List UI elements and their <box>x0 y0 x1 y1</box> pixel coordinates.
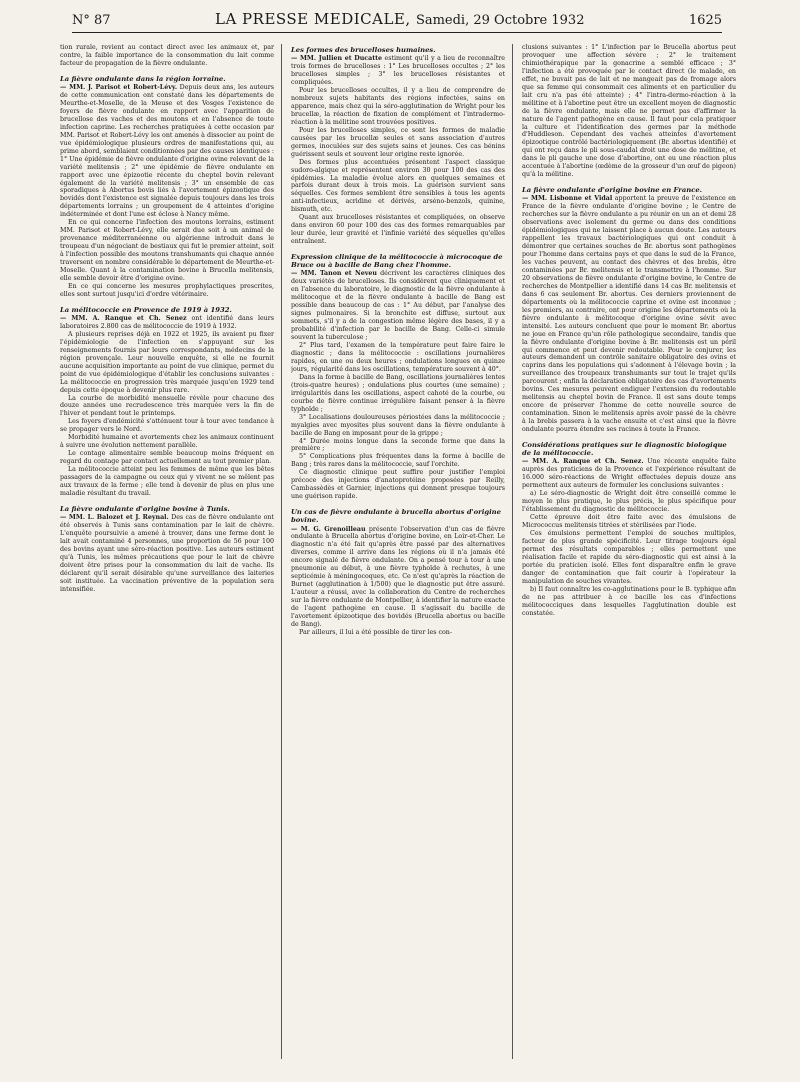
issue-number: N° 87 <box>72 13 111 28</box>
section-title: Les formes des brucelloses humaines. <box>291 46 436 54</box>
paragraph <box>291 526 505 629</box>
section-authors: — MM. L. Balozet et J. Reynal. <box>60 514 169 522</box>
paragraph: Quant aux brucelloses résistantes et compliquées, on observe dans environ 60 pour 100 des cas des formes remarquables par leur durée, leur gravité et l'infinie variété des séquelles qu'elles entraînent. <box>291 214 505 246</box>
paragraph <box>522 195 736 434</box>
section-authors: — MM. A. Ranque et Ch. Senez <box>60 315 187 322</box>
paragraph: Dans la forme à bacille de Bang, oscillations journalières lentes (trois-quatre heures) ; ondulations plus courtes (une semaine) ; irrégularités dans les oscillations, aspect cahoté de la courbe, ou courbe de fièvre continue irrégulière faisant penser à la fièvre typhoïde ; <box>291 373 505 413</box>
paragraph-text: Des cas de fièvre ondulante ont été observés à Tunis sans contamination par le lait de chèvre. L'enquête poursuivie a amené à trouver, dans une ferme dont le lait avait contaminé 4 personnes, une proportion de 56 pour 100 des bovins ayant une séro-réaction positive. Les auteurs estiment qu'à Tunis, les mêmes précautions que pour le lait de chèvre doivent être prises pour la consommation du lait de vache. Ils déclarent qu'il serait désirable qu'une surveillance des laiteries soit instituée. La vaccination préventive de la population sera intensifiée. <box>60 514 274 593</box>
paragraph: Le contage alimentaire semble beaucoup moins fréquent en regard du contage par contact actuellement au tout premier plan. <box>60 450 274 466</box>
section-title: La fièvre ondulante d'origine bovine en France. <box>522 186 703 195</box>
paragraph: Pour les brucelloses simples, ce sont les formes de maladie causées par les brucellæ seules et sans association d'autres germes, inoculées sur des sujets sains et jeunes. Ces cas bénins guérissent seuls et souvent leur origine reste ignorée. <box>291 126 505 158</box>
paragraph <box>522 458 736 490</box>
article-columns <box>60 44 736 1064</box>
section-title: La fièvre ondulante dans la région lorraine. <box>60 74 226 83</box>
column-2 <box>291 44 505 1064</box>
section-authors: — MM. J. Parisot et Robert-Lévy. <box>60 84 178 92</box>
paragraph: Par ailleurs, il lui a été possible de tirer les con- <box>299 628 452 636</box>
paragraph <box>291 270 505 342</box>
paragraph: Ces émulsions permettent l'emploi de souches multiples, facteur de plus grande spécificité. Leur titrage toujours égal permet des résultats comparables ; elles permettent une réalisation facile et rapide du séro-diagnostic qui est ainsi à la portée du praticien isolé. Elles font disparaître enfin le grave danger de contamination que fait courir à l'opérateur la manipulation de souches vivantes. <box>522 529 736 585</box>
paragraph-text: Une récente enquête faite auprès des praticiens de la Provence et l'expérience résultant de 16.000 séro-réactions de Wright effectuées depuis douze ans permettent aux auteurs de formuler les conclusions suivantes : <box>522 458 736 490</box>
section-authors: — MM. Tanon et Neveu <box>291 270 377 278</box>
column-3 <box>522 44 736 1064</box>
paragraph: Cette épreuve doit être faite avec des émulsions de Micrococcus melitensis titrées et stérilisées par l'iode. <box>522 514 736 530</box>
paragraph-text: décrivent les caractères cliniques des deux variétés de brucelloses. Ils considèrent que cliniquement et en l'absence du laboratoire, le diagnostic de la fièvre ondulante à mélitocoque et de la fièvre ondulante à bacille de Bang est possible dans beaucoup de cas : 1° Au début, par l'analyse des signes pulmonaires. Si la bronchite est diffuse, surtout aux sommets, s'il y a de la congestion même légère des bases, il y a probabilité d'infection par le bacille de Bang. Celle-ci simule souvent la tuberculose ; <box>291 270 505 342</box>
paragraph <box>291 55 505 87</box>
section-authors: — M. G. Grenoilleau <box>291 525 366 533</box>
section-title: Un cas de fièvre ondulante à brucella abortus d'origine bovine. <box>291 508 501 525</box>
page-number: 1625 <box>688 13 722 28</box>
paragraph: Des formes plus accentuées présentent l'aspect classique sudoro-algique et représentent environ 30 pour 100 des cas des épidémies. La maladie évolue alors en quelques semaines et parfois durant deux à trois mois. La guérison survient sans séquelles. Ces formes semblent être sensibles à tous les agents anti-infectieux, acridine et dérivés, arséno-benzols, quinine, bismuth, etc. <box>291 158 505 214</box>
section-title: Considérations pratiques sur le diagnostic biologique de la mélitococcie. <box>522 441 727 458</box>
paragraph: La courbe de morbidité mensuelle révèle pour chacune des douze années une recrudescence très marquée vers la fin de l'hiver et pendant tout le printemps. <box>60 394 274 418</box>
paragraph-text: présente l'observation d'un cas de fièvre ondulante à Brucella abortus d'origine bovine, en Loir-et-Cher. Le diagnostic n'a été fait qu'après être passé par des alternatives diverses, comme il arrive dans les régions où il n'a jamais été encore signalé de fièvre ondulante. On a pensé tour à tour à une pneumonie au début, à une fièvre typhoïde à rechutes, à une septicémie à méningocoques, etc. Ce n'est qu'après la réaction de Burnet (agglutination à 1/500) que le diagnostic put être assuré. L'auteur a réussi, avec la collaboration du Centre de recherches sur la fièvre ondulante de Montpellier, à identifier la nature exacte de l'agent pathogène en cause. Il s'agissait du bacille de l'avortement épizootique des bovidés (Brucella abortus ou bacille de Bang). <box>291 525 505 628</box>
paragraph-text: apportent la preuve de l'existence en France de la fièvre ondulante d'origine bovine ; le Centre de recherches sur la fièvre ondulante a pu réunir en un an et demi 28 observations avec isolement du germe ou dans des conditions épidémiologiques qui ne laissent place à aucun doute. Les auteurs rappellent les travaux bactériologiques qui ont conduit à démontrer que certaines souches de Br. abortus sont pathogènes pour l'homme dans certains pays et que dans le sud de la France, les vaches peuvent, au contact des chèvres et des brebis, être contaminées par Br. melitensis et le transmettre à l'homme. Sur 20 observations de fièvre ondulante d'origine bovine, le Centre de recherches de Montpellier a identifié dans 14 cas Br. melitensis et dans 6 cas seulement Br. abortus. Ces derniers proviennent de départements où la mélitococcie caprine et ovine est inconnue ; les premiers, au contraire, ont pour origine les départements où la fièvre ondulante à mélitocoque d'origine ovine sévit avec intensité. Les auteurs concluent que pour le moment Br. abortus ne joue en France qu'un rôle pathologique secondaire, tandis que la fièvre ondulante d'origine bovine à Br. melitensis est un péril qui commence et peut devenir redoutable. Pour le conjurer, les auteurs demandent un contrôle sanitaire obligatoire des ovins et caprins dans les populations qui s'adonnent à l'élevage bovin ; la surveillance des troupeaux transhumants sur tout le trajet qu'ils parcourent ; enfin la déclaration obligatoire des cas d'avortements bovins. Ces mesures peuvent endiguer l'extension du redoutable melitensis au cheptel bovin de France. Il est sans doute temps encore de préserver l'homme de cette nouvelle source de contamination. Sinon le melitensis après avoir passé de la chèvre à la brebis passera à la vache ensuite et c'est ainsi que la fièvre ondulante pourra étendre ses racines à toute la France. <box>522 195 736 434</box>
paragraph: Morbidité humaine et avortements chez les animaux continuent à suivre une évolution nettement parallèle. <box>60 434 274 450</box>
paragraph-text: Depuis deux ans, les auteurs de cette communication ont constaté dans les départements de Meurthe-et-Moselle, de la Meuse et des Vosges l'existence de foyers de fièvre ondulante en rapport avec l'apparition de brucellose des vaches et des moutons et en l'absence de toute infection caprine. Les recherches pratiquées à cette occasion par MM. Parisot et Robert-Lévy les ont amenés à dissocier au point de vue épidémiologique plusieurs ordres de manifestations qui, au prime abord, semblaient conditionnées par des causes identiques : 1° Une épidémie de fièvre ondulante d'origine ovine relevant de la variété melitensis ; 2° une épidémie de fièvre ondulante en rapport avec une épizootie récente du cheptel bovin relevant également de la variété melitensis ; 3° un ensemble de cas sporadiques à Abortus bovis liés à l'avortement épizootique des bovidés dont l'existence est signalée depuis toujours dans les trois départements lorrains ; un groupement de 4 atteintes d'origine indéterminée et dont l'une est éclose à Nancy même. <box>60 84 274 219</box>
paragraph: En ce qui concerne l'infection des moutons lorrains, estiment MM. Parisot et Robert-Lévy, elle serait due soit à un animal de provenance méditerranéenne ou algérienne introduit dans le troupeau d'un négociant de bestiaux qui fut le premier atteint, soit à l'infection possible des moutons transhumants qui chaque année traversent en nombre considérable le département de Meurthe-et-Moselle. Quant à la contamination bovine à Brucella melitensis, elle semble devoir être d'origine ovine. <box>60 219 274 282</box>
paragraph: tion rurale, revient au contact direct avec les animaux et, par contre, la faible importance de la consommation du lait comme facteur de propagation de la fièvre ondulante. <box>60 44 274 67</box>
section-authors: — MM. Jullien et Ducatte <box>291 55 383 63</box>
page-header <box>72 10 722 33</box>
paragraph-text: ont identifié dans leurs laboratoires 2.800 cas de mélitococcie de 1919 à 1932. <box>60 315 274 330</box>
paragraph: 5° Complications plus fréquentes dans la forme à bacille de Bang ; très rares dans la mélitococcie, sauf l'orchite. <box>291 453 505 469</box>
paragraph: En ce qui concerne les mesures prophylactiques prescrites, elles sont surtout jusqu'ici d'ordre vétérinaire. <box>60 282 274 298</box>
column-1 <box>60 44 274 1064</box>
paragraph <box>60 84 274 219</box>
paragraph: Pour les brucelloses occultes, il y a lieu de comprendre de nombreux sujets habitants des régions infectées, sains en apparence, mais chez qui la séro-agglutination de Wright pour les brucellæ, la réaction de fixation de complément et l'intradermo-réaction à la mélitine sont trouvées positives. <box>291 87 505 126</box>
paragraph: Ce diagnostic clinique peut suffire pour justifier l'emploi précoce des injections d'anatoprotéine proposées par Reilly, Cambassèdès et Garnier, injections qui donnent presque toujours une guérison rapide. <box>291 469 505 501</box>
journal-name: LA PRESSE MEDICALE, <box>215 10 411 28</box>
paragraph: La mélitococcie atteint peu les femmes de même que les bêtes passagers de la campagne ou ceux qui y vivent ne se mêlent pas aux travaux de la ferme ; elle tend à devenir de plus en plus une maladie résultant du travail. <box>60 466 274 497</box>
paragraph: 2° Plus tard, l'examen de la température peut faire faire le diagnostic ; dans la mélitococcie : oscillations journalières rapides, en une ou deux heures ; ondulations longues en quinze jours, régularité dans les oscillations, température souvent à 40°. <box>291 342 505 373</box>
section-authors: — MM. Lisbonne et Vidal <box>522 195 613 203</box>
paragraph: a) Le séro-diagnostic de Wright doit être conseillé comme le moyen le plus pratique, le plus précis, le plus spécifique pour l'établissement du diagnostic de mélitococcie. <box>522 490 736 514</box>
paragraph-text: estiment qu'il y a lieu de reconnaître trois formes de brucelloses : 1° Les brucelloses occultes ; 2° les brucelloses simples ; 3° les brucelloses résistantes et compliquées. <box>291 55 505 87</box>
paragraph: b) Il faut connaître les co-agglutinations pour le B. typhique afin de ne pas attribuer à ce bacille les cas d'infections mélitococciques dans lesquelles l'agglutination double est constatée. <box>522 585 736 617</box>
paragraph <box>60 514 274 594</box>
issue-date: Samedi, 29 Octobre 1932 <box>415 13 585 28</box>
paragraph: Les foyers d'endémicité s'atténuent tour à tour avec tendance à se propager vers le Nord. <box>60 418 274 434</box>
paragraph: A plusieurs reprises déjà en 1922 et 1925, ils avaient pu fixer l'épidémiologie de l'infection en s'appuyant sur les renseignements fournis par leurs correspondants, médecins de la région provençale. Leur nouvelle enquête, si elle ne fournit aucune acquisition importante au point de vue clinique, permet du point de vue épidémiologique d'établir les conclusions suivantes : La mélitococcie en progression très marquée jusqu'en 1929 tend depuis cette époque à devenir plus rare. <box>60 330 274 394</box>
paragraph: 3° Localisations douloureuses périostées dans la mélitococcie ; myalgies avec myosites plus souvent dans la fièvre ondulante à bacille de Bang en imposant pour de la grippe ; <box>291 413 505 437</box>
section-title: Expression clinique de la mélitococcie à microcoque de Bruce ou à bacille de Bang chez l'homme. <box>291 253 503 270</box>
paragraph <box>60 315 274 331</box>
paragraph: 4° Durée moins longue dans la seconde forme que dans la première ; <box>291 437 505 453</box>
section-title: La fièvre ondulante d'origine bovine à Tunis. <box>60 504 230 513</box>
section-authors: — MM. A. Ranque et Ch. Senez. <box>522 458 644 466</box>
journal-title <box>215 10 584 28</box>
section-title: La mélitococcie en Provence de 1919 à 1932. <box>60 305 232 314</box>
paragraph: clusions suivantes : 1° L'infection par le Brucella abortus peut provoquer une affection sévère ; 2° le traitement chimiothérapique par la gonacrine a semblé efficace ; 3° l'infection a été provoquée par le contact direct (le malade, en effet, ne buvait pas de lait et ne mangeait pas de fromage alors que sa femme qui consommait ces aliments et en particulier du lait cru n'a pas été atteinte) ; 4° l'intra-dermo-réaction à la mélitine et à l'abortine peut être un excellent moyen de diagnostic de la fièvre ondulante, mais elle ne permet pas d'affirmer la nature de l'agent pathogène en cause. Il faut pour cela pratiquer la culture et l'identification des germes par la méthode d'Huddleson. Cependant des vaches atteintes d'avortement épizootique contrôlé bactériologiquement (Br. abortus identifié) et qui ont reçu dans le pli sous-caudal droit une dose de mélitine, et dans le pli gauche une dose d'abortine, ont eu une réaction plus accentuée à l'abortine (œdème de la grosseur d'un œuf de pigeon) qu'à la mélitine. <box>522 44 736 179</box>
